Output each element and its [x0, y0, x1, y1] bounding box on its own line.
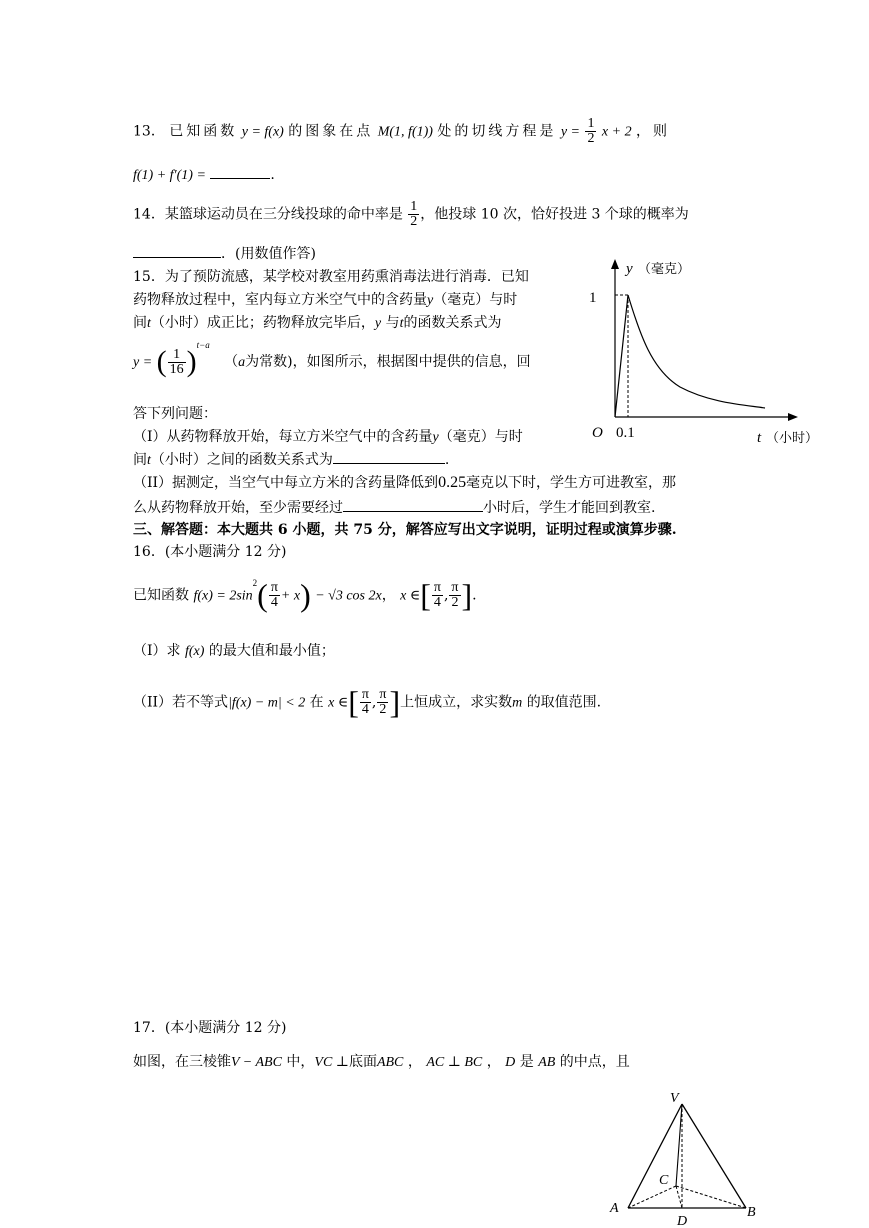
edge-CA	[628, 1186, 676, 1208]
answer-blank	[343, 497, 483, 512]
q15-fraction: $\frac{1}{16}$	[169, 346, 184, 377]
q16-part1: （I）求 f(x) 的最大值和最小值；	[133, 643, 335, 659]
edge-VB	[682, 1104, 746, 1208]
x-axis-arrow	[788, 413, 798, 421]
q14-fraction: $\frac{1}{2}$	[410, 199, 418, 229]
q16-interval-upper: $\frac{\pi}{2}$	[451, 580, 459, 610]
origin-label: O	[592, 425, 603, 441]
label-B: B	[747, 1205, 756, 1220]
q16-heading: 16．(本小题满分 12 分)	[133, 544, 287, 560]
segment-CD	[676, 1186, 682, 1208]
x-tick-01: 0.1	[616, 425, 635, 441]
answer-blank	[210, 164, 270, 179]
y-axis-unit: （毫克）	[638, 261, 691, 276]
q15-part1-line1: （I）从药物释放开始，每立方米空气中的含药量y（毫克）与时	[133, 429, 523, 445]
q16-part2-upper: $\frac{\pi}{2}$	[379, 687, 387, 717]
label-V: V	[670, 1091, 679, 1106]
q14-line2: ．(用数值作答)	[133, 243, 316, 263]
q13-line2: f(1) + f′(1) = .	[133, 164, 275, 184]
edge-CB	[676, 1186, 746, 1208]
x-axis-unit: （小时）	[766, 430, 819, 445]
label-C: C	[659, 1173, 669, 1188]
y-tick-1: 1	[589, 290, 597, 306]
q14-line1: 14．某篮球运动员在三分线投球的命中率是 $\frac{1}{2}$ ，他投球 10 次，恰好投进 3 个球的概率为	[133, 199, 689, 229]
edge-VC	[676, 1104, 682, 1186]
q13-line1: 13． 已知函数 y = f(x) 的图象在点 M(1, f(1)) 处的切线方程是 y = $\frac{1}{2}$ x + 2 ，则	[133, 116, 671, 146]
q15-line3: 间t（小时）成正比；药物释放完毕后，y 与t的函数关系式为	[133, 315, 502, 331]
q16-interval-lower: $\frac{\pi}{4}$	[433, 580, 441, 610]
q16-pi-over-4: $\frac{\pi}{4}$	[270, 580, 278, 610]
answer-blank	[133, 243, 221, 258]
x-axis-label: t	[757, 430, 762, 446]
q15-part1-line2: 间t（小时）之间的函数关系式为 .	[133, 449, 449, 469]
section3-title: 三、解答题：本大题共 6 小题，共 75 分，解答应写出文字说明，证明过程或演算步骤.	[133, 522, 677, 538]
label-D: D	[677, 1214, 688, 1228]
y-axis-arrow	[611, 259, 619, 269]
q16-function-line: 已知函数 $f(x) = 2\sin^2$( $\frac{\pi}{4}$ + x) − √3 cos 2x， x ∈[ $\frac{\pi}{4}$ , $\frac{\pi}{2}$ ].	[133, 577, 477, 613]
q15-graph	[580, 255, 840, 450]
curve-rising	[615, 295, 628, 417]
y-axis-label: y	[626, 261, 633, 277]
q15-part2-line2: 么从药物释放开始，至少需要经过 小时后，学生才能回到教室.	[133, 497, 655, 517]
q15-line2: 药物释放过程中，室内每立方米空气中的含药量y（毫克）与时	[133, 292, 518, 308]
label-A: A	[610, 1201, 619, 1216]
edge-VA	[628, 1104, 682, 1208]
q17-line1: 如图，在三棱锥V − ABC 中，VC ⊥底面ABC ， AC ⊥ BC ， D 是 AB 的中点，且	[133, 1054, 630, 1070]
curve-decay	[628, 295, 765, 408]
q15-formula-line: y = ( $\frac{1}{16}$ )$^{t-a}$ （a为常数)，如图所示，根据图中提供的信息，回	[133, 340, 531, 378]
answer-blank	[333, 449, 445, 464]
q15-part2-line1: （II）据测定，当空气中每立方米的含药量降低到0.25毫克以下时，学生方可进教室，那	[133, 474, 677, 491]
q16-part2-lower: $\frac{\pi}{4}$	[361, 687, 369, 717]
q16-part2: （II）若不等式|f(x) − m| < 2 在 x ∈[ $\frac{\pi}{4}$ , $\frac{\pi}{2}$ ]上恒成立，求实数m 的取值范围.	[133, 684, 602, 720]
q17-heading: 17．(本小题满分 12 分)	[133, 1020, 287, 1036]
q15-line1: 15．为了预防流感，某学校对教室用药熏消毒法进行消毒．已知	[133, 269, 529, 285]
q13-fraction: $\frac{1}{2}$	[587, 116, 595, 146]
q15-line5: 答下列问题：	[133, 406, 217, 422]
pyramid-figure	[600, 1090, 770, 1228]
